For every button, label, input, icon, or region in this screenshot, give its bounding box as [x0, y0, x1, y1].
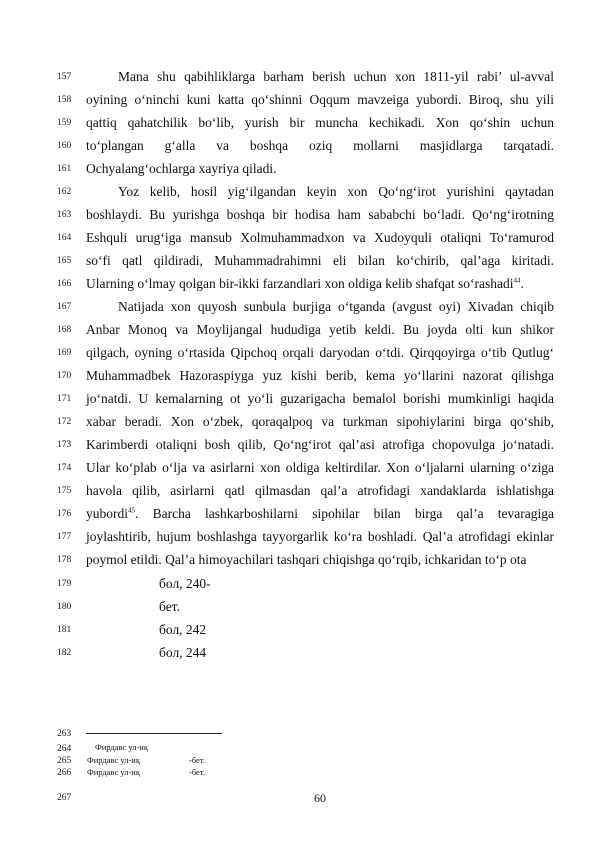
text-line-tail: . — [520, 276, 524, 291]
text-line-content: oyining o‘ninchi kuni katta qo‘shinni Oqqum mavzeiga yubordi. Biroq, shu yili — [86, 92, 554, 107]
footnote-page: -бет. — [189, 767, 206, 777]
line-number: 266 — [57, 768, 72, 778]
text-line — [86, 299, 554, 315]
text-line — [86, 345, 554, 361]
text-line — [86, 253, 554, 269]
text-line — [86, 322, 554, 338]
text-line — [86, 391, 554, 407]
text-line — [86, 161, 554, 177]
footnote-ref: 44 — [513, 276, 521, 285]
text-line-content: бол, 240- — [159, 576, 211, 591]
line-number: 182 — [57, 648, 72, 658]
line-number: 173 — [57, 440, 72, 450]
text-line — [86, 276, 554, 292]
line-number: 161 — [57, 164, 72, 174]
text-line — [86, 437, 554, 453]
line-number: 171 — [57, 394, 72, 404]
text-line — [86, 506, 554, 522]
text-line-content: qilgach, oyning o‘rtasida Qipchoq orqali daryodan o‘tdi. Qirqqoyirga o‘tib Qutlug‘ — [86, 345, 554, 360]
text-line — [86, 414, 554, 430]
text-line-content: Ular ko‘plab o‘lja va asirlarni xon oldiga keltirdilar. Xon o‘ljalarni ularning o‘ziga — [86, 460, 554, 475]
text-line — [159, 622, 459, 638]
text-line-content: бол, 244 — [159, 645, 207, 660]
line-number: 167 — [57, 302, 72, 312]
line-number: 176 — [57, 509, 72, 519]
text-line — [86, 230, 554, 246]
text-line — [86, 115, 554, 131]
text-line — [159, 576, 459, 592]
text-line — [86, 69, 554, 85]
text-line — [86, 460, 554, 476]
line-number: 160 — [57, 141, 72, 151]
text-line-content: to‘plangan g‘alla va boshqa oziq mollarni masjidlarga tarqatadi. — [86, 138, 554, 153]
line-number: 265 — [57, 756, 72, 766]
footnote-text: Фирдавс ул-иқ — [87, 767, 140, 777]
line-number: 178 — [57, 555, 72, 565]
text-line-content: jo‘natdi. U kemalarning ot yo‘li guzarigacha bemalol borishi mumkinligi haqida — [86, 391, 554, 406]
line-number: 177 — [57, 532, 72, 542]
text-line — [159, 645, 459, 661]
line-number: 174 — [57, 463, 72, 473]
line-number: 179 — [57, 579, 72, 589]
text-line-tail: . Barcha lashkarboshilarni sipohilar bilan birga qal’a tevaragiga — [135, 506, 554, 521]
text-line-content: boshlaydi. Bu yurishga boshqa bir hodisa ham sababchi bo‘ladi. Qo‘ng‘irotning — [86, 207, 554, 222]
text-line-content: Yoz kelib, hosil yig‘ilgandan keyin xon Qo‘ng‘irot yurishini qaytadan — [118, 184, 554, 199]
text-line-content: Mana shu qabihliklarga barham berish uchun xon 1811-yil rabi’ ul-avval — [118, 69, 554, 84]
text-line-content: Eshquli urug‘iga mansub Xolmuhammadxon va Xudoyquli otaliqni To‘ramurod — [86, 230, 554, 245]
text-line — [86, 184, 554, 200]
footnote-page: -бет. — [189, 755, 206, 765]
text-line-content: Ochyalang‘ochlarga xayriya qiladi. — [86, 161, 277, 176]
line-number: 263 — [57, 729, 72, 739]
text-line-content: Muhammadbek Hazoraspiyga yuz kishi berib, kema yo‘llarini nazorat qilishga — [86, 368, 554, 383]
footnote-ref: 45 — [128, 506, 135, 515]
page-number: 60 — [314, 791, 326, 805]
line-number: 157 — [57, 72, 72, 82]
text-line — [86, 483, 554, 499]
text-line-content: xabar beradi. Xon o‘zbek, qoraqalpoq va turkman sipohiylarini birga qo‘shib, — [86, 414, 554, 429]
text-line-content: so‘fi qatl qildiradi, Muhammadrahimni eli bilan ko‘chirib, qal’aga kiritadi. — [86, 253, 554, 268]
line-number: 267 — [57, 793, 72, 803]
line-number: 158 — [57, 95, 72, 105]
line-number: 180 — [57, 602, 72, 612]
text-line-content: joylashtirib, hujum boshlashga tayyorgarlik ko‘ra boshladi. Qal’a atrofidagi ekinlar — [86, 529, 554, 544]
line-number: 264 — [57, 744, 72, 754]
footnote-text: Фирдавс ул-иқ — [87, 755, 140, 765]
text-line — [159, 599, 459, 615]
text-line-content: poymol etildi. Qal’a himoyachilari tashqari chiqishga qo‘rqib, ichkaridan to‘p ota — [86, 552, 527, 567]
line-number: 159 — [57, 118, 72, 128]
line-number: 175 — [57, 486, 72, 496]
line-number: 162 — [57, 187, 72, 197]
text-line-content: бет. — [159, 599, 180, 614]
footnote-text: Фирдавс ул-иқ — [95, 742, 148, 752]
text-line — [86, 529, 554, 545]
text-line — [86, 92, 554, 108]
text-line-content: qattiq qahatchilik bo‘lib, yurish bir muncha kechikadi. Xon qo‘shin uchun — [86, 115, 554, 130]
line-number: 165 — [57, 256, 72, 266]
line-number: 170 — [57, 371, 72, 381]
line-number: 164 — [57, 233, 72, 243]
text-line — [86, 207, 554, 223]
text-line-content: бол, 242 — [159, 622, 207, 637]
line-number: 163 — [57, 210, 72, 220]
line-number: 181 — [57, 625, 72, 635]
text-line — [86, 138, 554, 154]
footnote-separator — [86, 733, 222, 734]
text-line-content: Natijada xon quyosh sunbula burjiga o‘tganda (avgust oyi) Xivadan chiqib — [118, 299, 554, 314]
text-line — [86, 552, 554, 568]
text-line-content: yubordi — [86, 506, 128, 521]
line-number: 172 — [57, 417, 72, 427]
line-number: 166 — [57, 279, 72, 289]
text-line-content: Ularning o‘lmay qolgan bir-ikki farzandlari xon oldiga kelib shafqat so‘rashadi — [86, 276, 514, 291]
text-line-content: Anbar Monoq va Moylijangal hududiga yetib keldi. Bu joyda olti kun shikor — [86, 322, 554, 337]
text-line-content: havola qilib, asirlarni qatl qilmasdan qal’a atrofidagi xandaklarda ishlatishga — [86, 483, 554, 498]
line-number: 169 — [57, 348, 72, 358]
text-line-content: Karimberdi otaliqni bosh qilib, Qo‘ng‘irot qal’asi atrofiga chopovulga jo‘natadi. — [86, 437, 554, 452]
text-line — [86, 368, 554, 384]
line-number: 168 — [57, 325, 72, 335]
